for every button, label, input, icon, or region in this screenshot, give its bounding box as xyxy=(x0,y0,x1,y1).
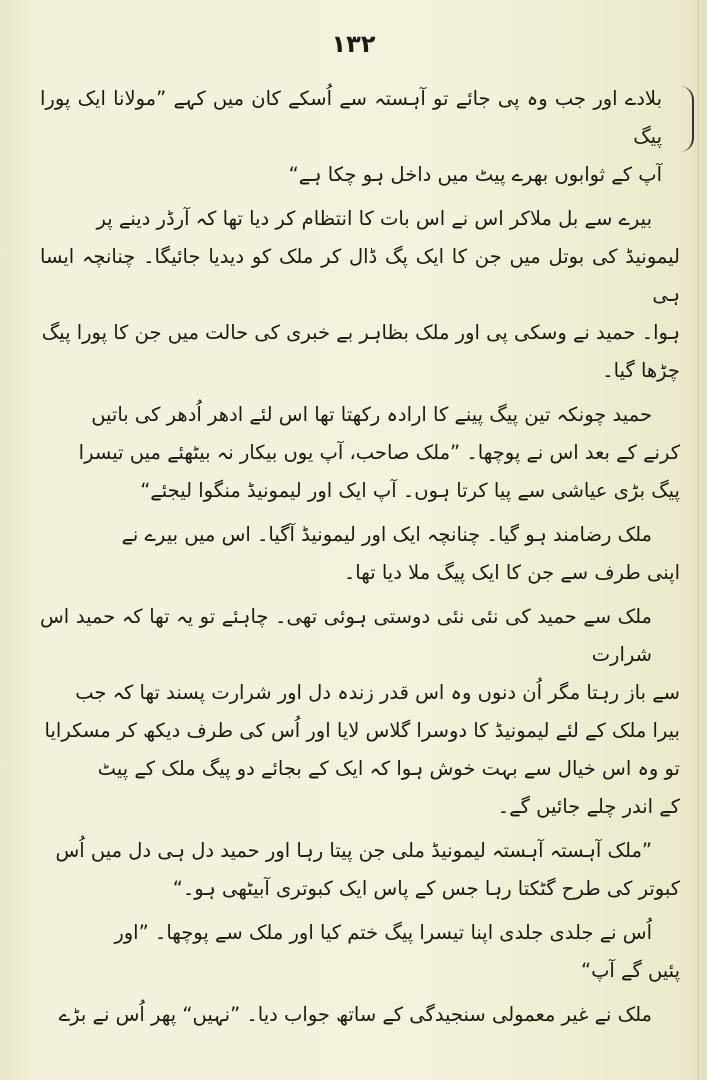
text-line: ہوا۔ حمید نے وسکی پی اور ملک بظاہر بے خبری کی حالت میں جن کا پورا پیگ xyxy=(41,321,680,344)
text-line: کے اندر چلے جائیں گے۔ xyxy=(497,795,680,818)
text-line: ملک سے حمید کی نئی نئی دوستی ہوئی تھی۔ چاہئے تو یہ تھا کہ حمید اس شرارت xyxy=(40,605,652,666)
text-line: اُس نے جلدی جلدی اپنا تیسرا پیگ ختم کیا اور ملک سے پوچھا۔ ”اور xyxy=(114,921,652,944)
text-line: بیرے سے بل ملاکر اس نے اس بات کا انتظام کر دیا تھا کہ آرڈر دینے پر xyxy=(96,207,652,230)
text-line: چڑھا گیا۔ xyxy=(602,359,680,382)
text-line: کبوتر کی طرح گٹکتا رہا جس کے پاس ایک کبوتری آبیٹھی ہو۔“ xyxy=(172,877,680,900)
text-line: ملک رضامند ہو گیا۔ چنانچہ ایک اور لیمونیڈ آگیا۔ اس میں بیرے نے xyxy=(121,523,652,546)
paragraph-2 xyxy=(40,200,680,390)
text-line: سے باز رہتا مگر اُن دنوں وہ اس قدر زندہ دل اور شرارت پسند تھا کہ جب xyxy=(75,681,680,704)
paragraph-6 xyxy=(40,832,680,908)
curly-brace-mark xyxy=(678,86,694,152)
text-line: تو وہ اس خیال سے بہت خوش ہوا کہ ایک کے بجائے دو پیگ ملک کے پیٹ xyxy=(97,757,680,780)
text-line: آپ کے ثوابوں بھرے پیٹ میں داخل ہو چکا ہے“ xyxy=(288,163,662,186)
page-number: ۱۳۲ xyxy=(331,30,376,58)
text-line: ملک نے غیر معمولی سنجیدگی کے ساتھ جواب دیا۔ ”نہیں“ پھر اُس نے بڑے xyxy=(58,1003,652,1026)
page-text xyxy=(40,80,680,1034)
paragraph-5 xyxy=(40,598,680,826)
paragraph-3 xyxy=(40,396,680,510)
paragraph-4 xyxy=(40,516,680,592)
text-line: بیرا ملک کے لئے لیمونیڈ کا دوسرا گلاس لایا اور اُس کی طرف دیکھ کر مسکرایا xyxy=(44,719,680,742)
text-line: بلادے اور جب وہ پی جائے تو آہستہ سے اُسکے کان میں کہے ”مولانا ایک پورا پیگ xyxy=(40,87,662,148)
text-line: کرنے کے بعد اس نے پوچھا۔ ”ملک صاحب، آپ یوں بیکار نہ بیٹھئے میں تیسرا xyxy=(78,441,680,464)
paragraph-8 xyxy=(40,996,680,1034)
paragraph-1 xyxy=(40,80,680,194)
text-line: لیمونیڈ کی بوتل میں جن کا ایک پگ ڈال کر ملک کو دیدیا جائیگا۔ چنانچہ ایسا ہی xyxy=(40,245,680,306)
page-fold-shadow xyxy=(697,0,699,1080)
text-line: ”ملک آہستہ آہستہ لیمونیڈ ملی جن پیتا رہا اور حمید دل ہی دل میں اُس xyxy=(55,839,652,862)
text-line: اپنی طرف سے جن کا ایک پیگ ملا دیا تھا۔ xyxy=(343,561,680,584)
text-line: پئیں گے آپ“ xyxy=(580,959,680,982)
text-line: پیگ بڑی عیاشی سے پیا کرتا ہوں۔ آپ ایک اور لیمونیڈ منگوا لیجئے“ xyxy=(140,479,680,502)
text-line: حمید چونکہ تین پیگ پینے کا ارادہ رکھتا تھا اس لئے ادھر اُدھر کی باتیں xyxy=(91,403,652,426)
paragraph-7 xyxy=(40,914,680,990)
